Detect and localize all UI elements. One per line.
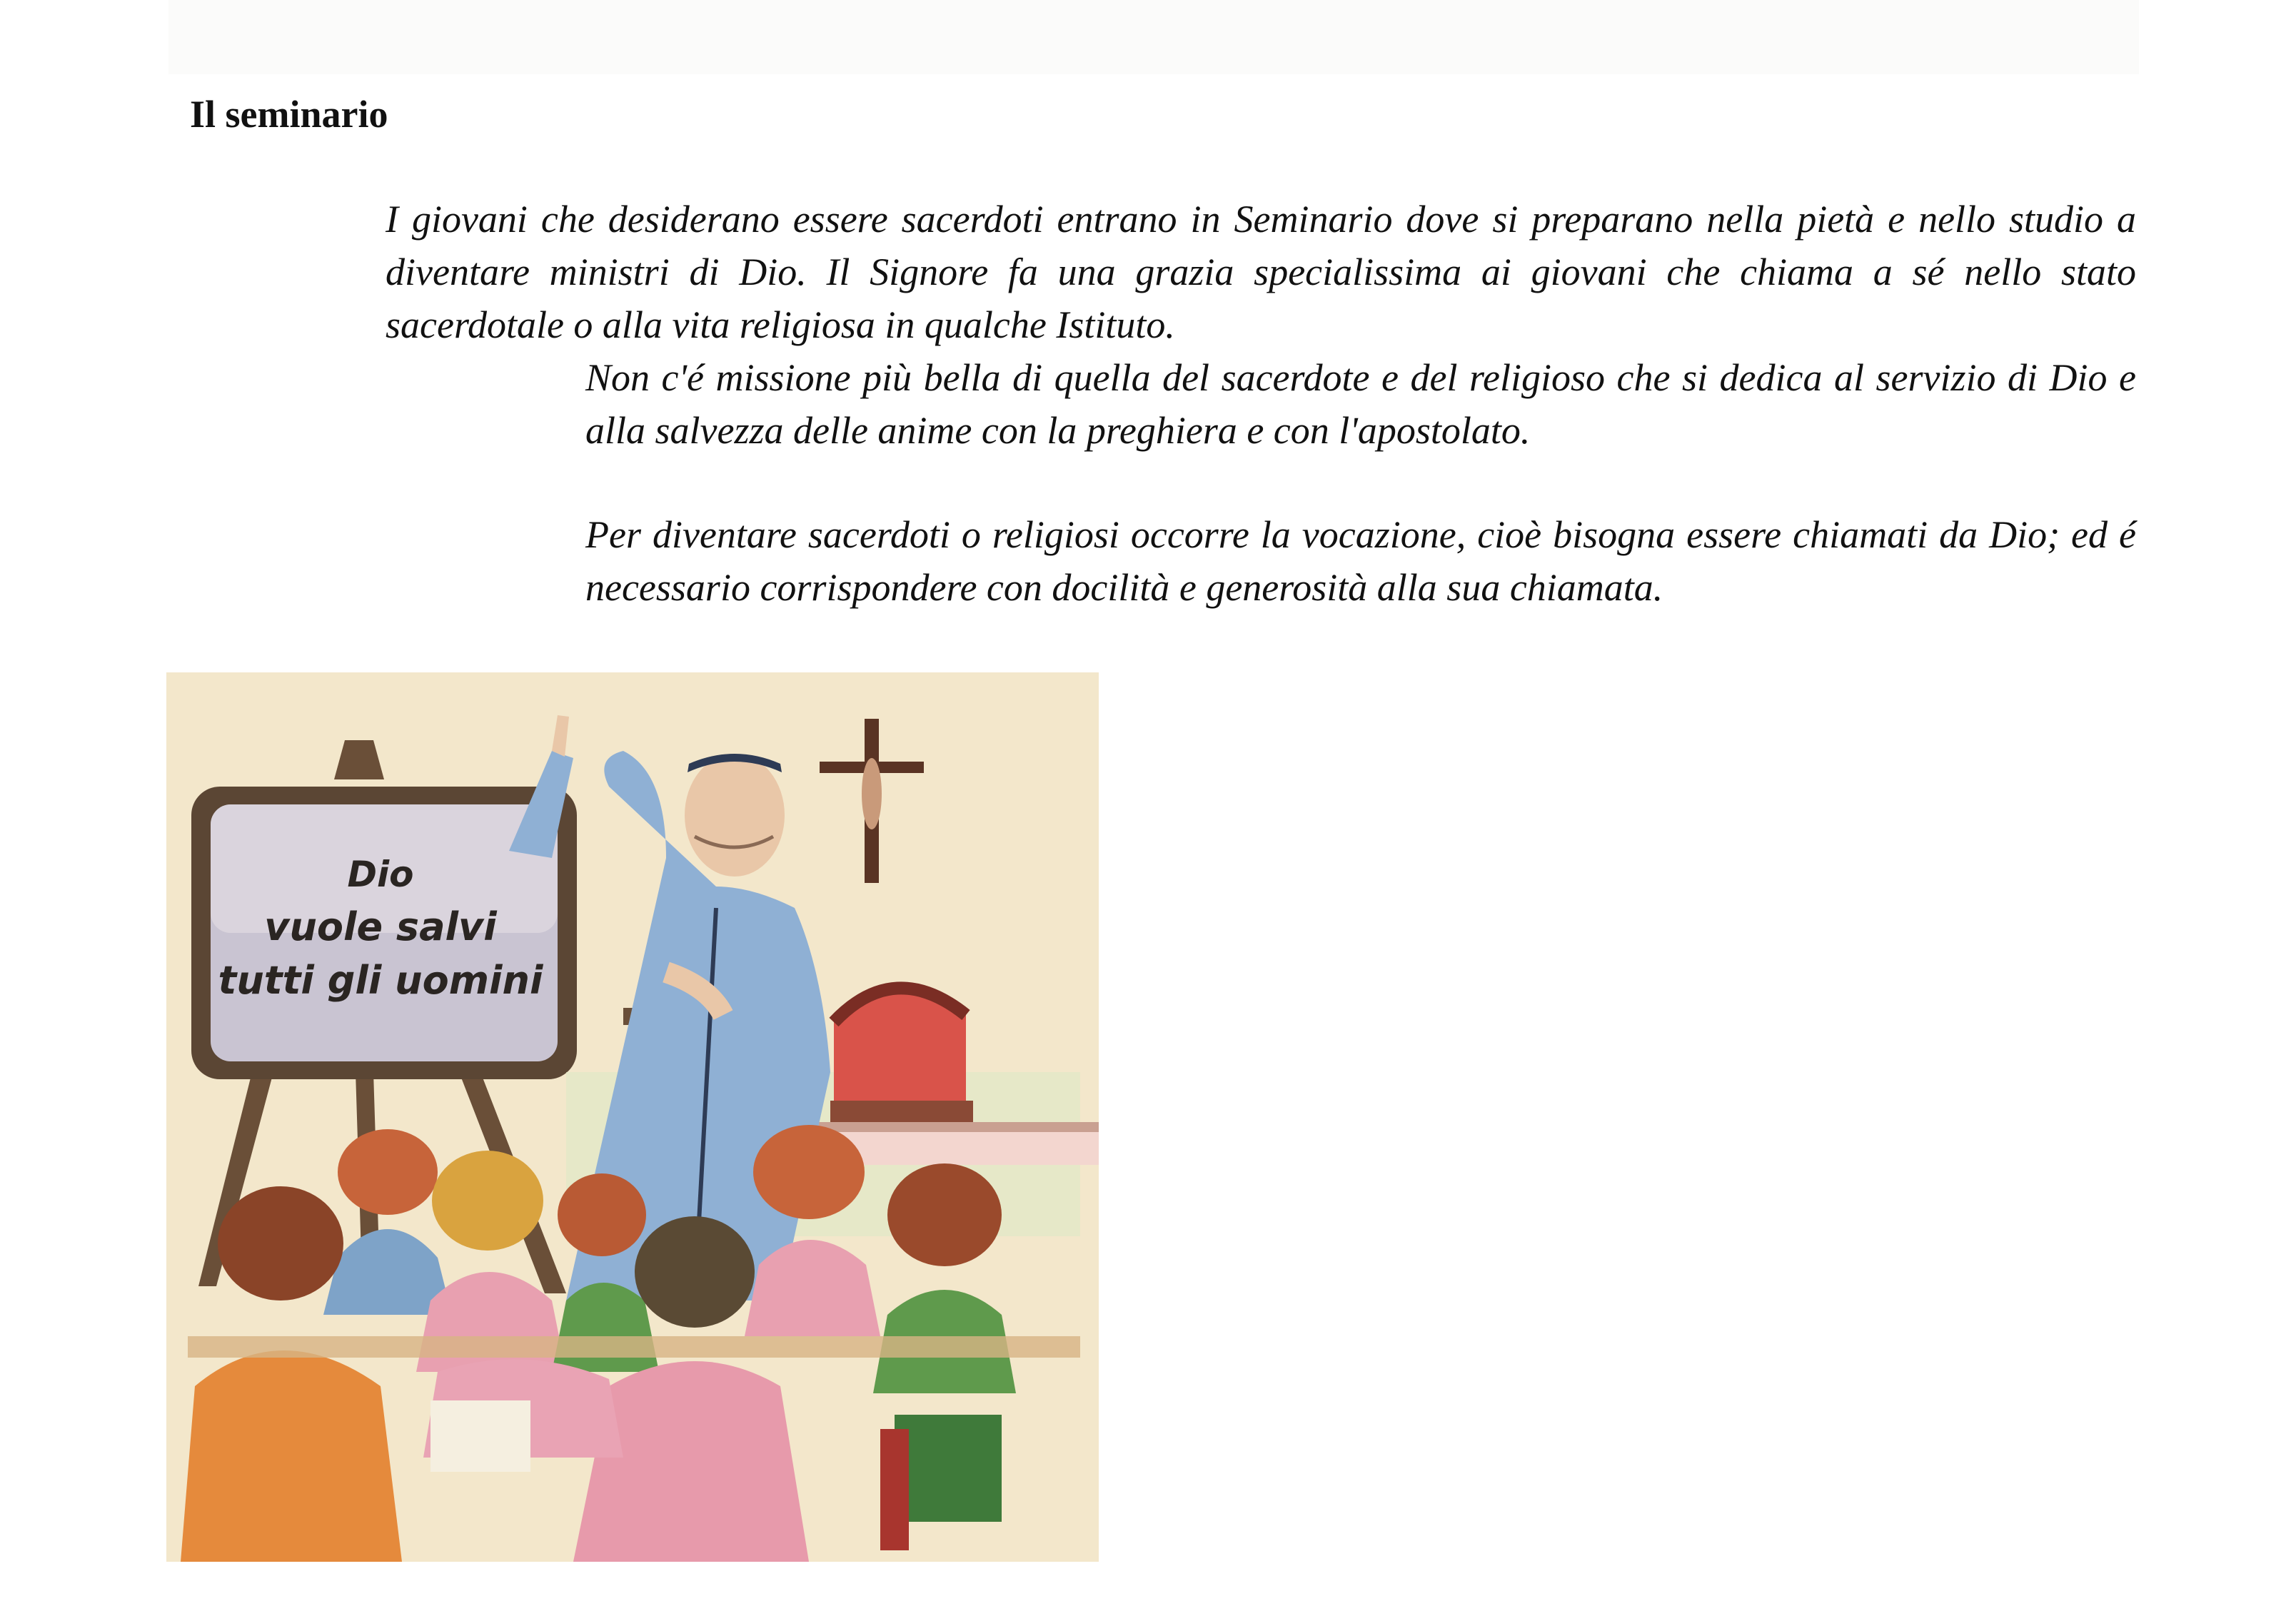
page-title: Il seminario	[190, 93, 388, 136]
page-top-band	[168, 0, 2139, 74]
seminary-classroom-illustration	[166, 672, 1099, 1562]
blackboard-line-1: Dio	[347, 854, 414, 895]
red-chair	[830, 984, 973, 1122]
paragraph-mission: Non c'é missione più bella di quella del sacerdote e del religioso che si dedica al servizio di Dio e alla salvezza delle anime con la preghiera e con l'apostolato.	[585, 356, 2136, 452]
open-notebook	[430, 1400, 530, 1472]
paragraph-vocation: Per diventare sacerdoti o religiosi occorre la vocazione, cioè bisogna essere chiamati da Dio; ed é necessario corrispondere con docilità e generosità alla sua chiamata.	[585, 513, 2136, 609]
blackboard-line-2: vuole salvi	[264, 904, 497, 949]
front-desk	[188, 1336, 1080, 1358]
paragraph-intro: I giovani che desiderano essere sacerdoti entrano in Seminario dove si preparano nella pietà e nello studio a diventare ministri di Dio. Il Signore fa una grazia specialissima ai giovani che chiama a sé nello stato sacerdotale o alla vita religiosa in qualche Istituto.	[386, 198, 2136, 346]
blackboard-line-3: tutti gli uomini	[218, 958, 543, 1003]
